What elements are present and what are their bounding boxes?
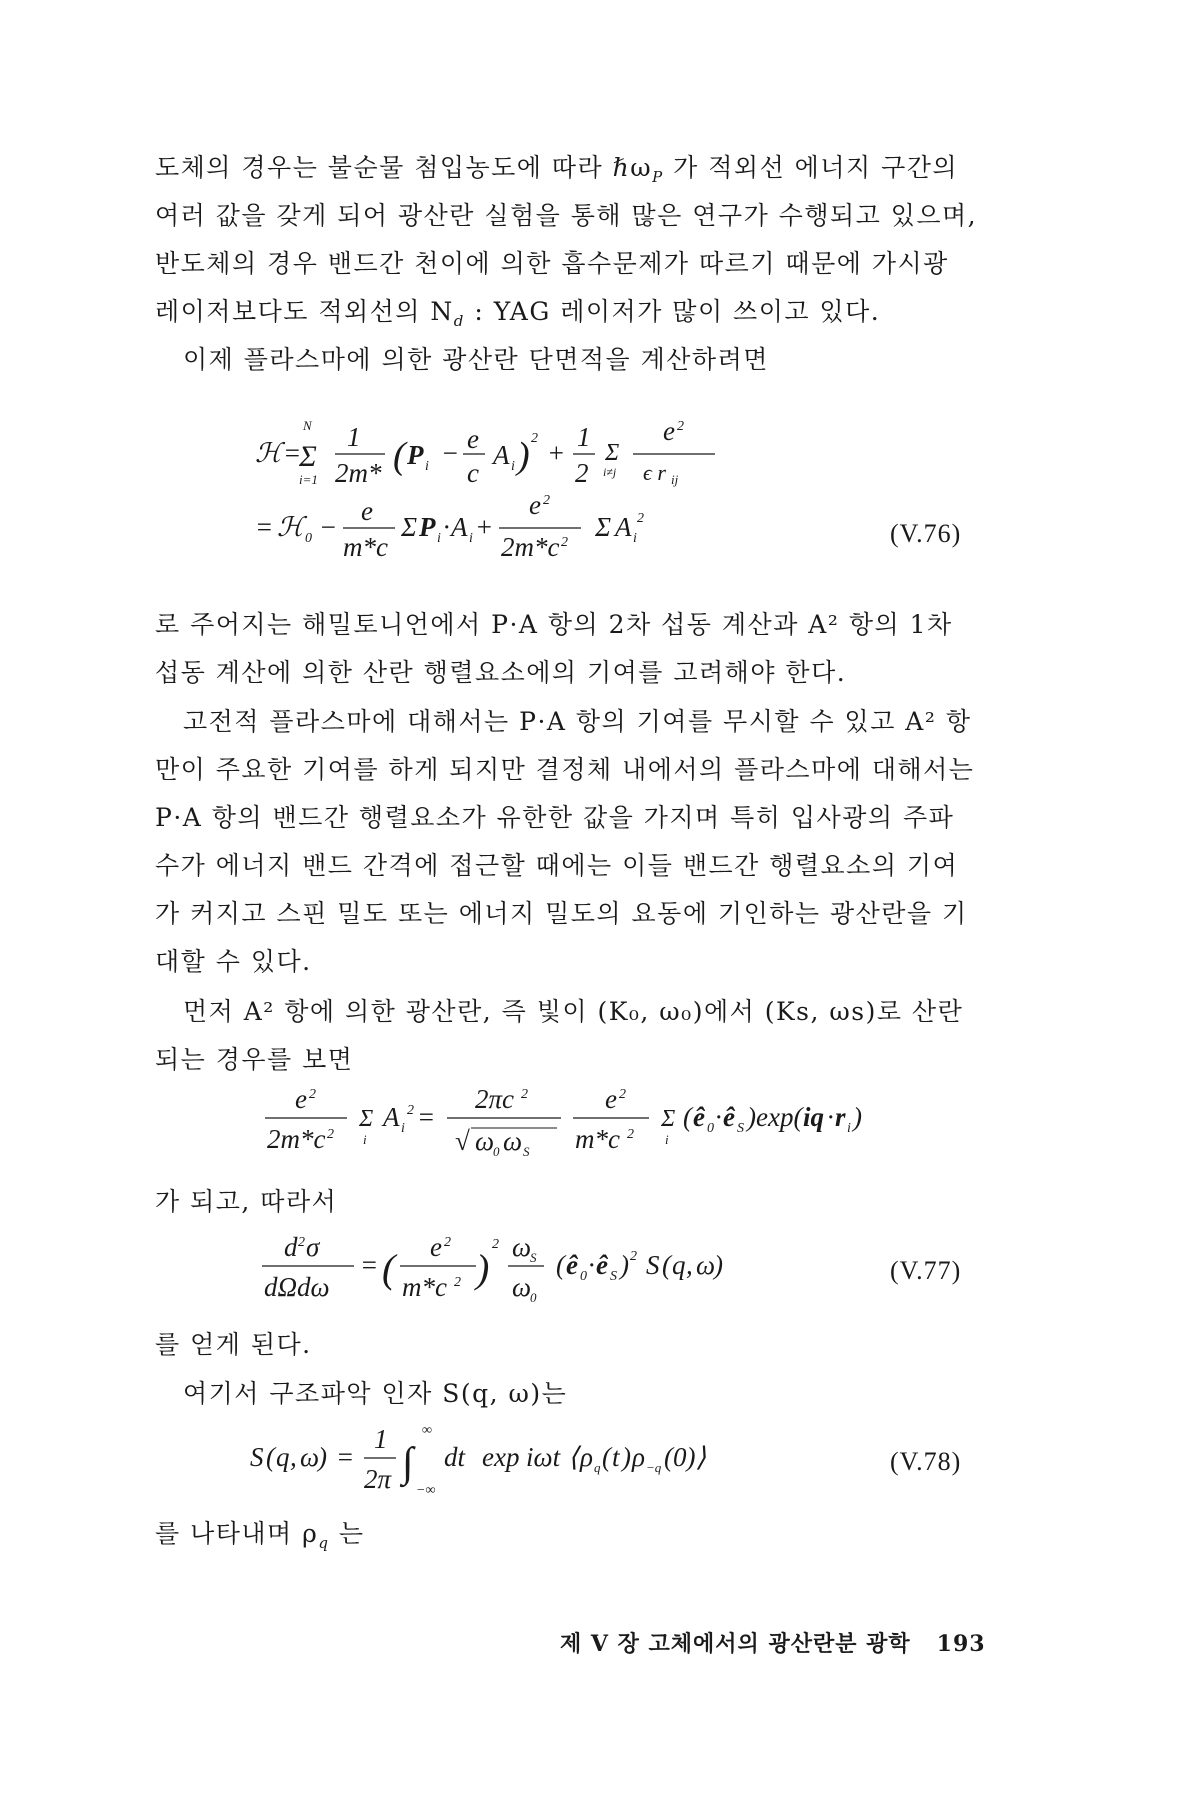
svg-text:Σ: Σ (299, 440, 317, 473)
svg-text:i: i (511, 459, 515, 474)
svg-text:2πc: 2πc (475, 1084, 515, 1114)
svg-text:i: i (847, 1121, 851, 1136)
svg-text:(: ( (266, 1442, 275, 1472)
svg-text:A: A (451, 512, 468, 542)
svg-text:m*c: m*c (343, 532, 388, 562)
svg-text:iωt: iωt (526, 1442, 561, 1472)
svg-text:S: S (610, 1269, 617, 1284)
svg-text:ω: ω (512, 1232, 532, 1262)
svg-text:ê: ê (566, 1250, 578, 1280)
svg-text:2: 2 (637, 511, 644, 526)
svg-text:=: = (417, 1102, 436, 1132)
text-line: 로 주어지는 해밀토니언에서 P·A 항의 2차 섭동 계산과 A² 항의 1차 (155, 610, 953, 639)
svg-text:i: i (363, 1132, 367, 1147)
svg-text:ω: ω (696, 1250, 716, 1280)
svg-text:r: r (835, 1102, 846, 1132)
svg-text:q: q (594, 1460, 601, 1475)
svg-text:A: A (493, 440, 510, 470)
svg-text:2: 2 (531, 431, 538, 446)
svg-text:ϵ r: ϵ r (643, 460, 666, 485)
svg-text:e: e (467, 424, 479, 454)
svg-text:N: N (303, 418, 312, 433)
svg-text:2: 2 (492, 1237, 499, 1252)
svg-text:2: 2 (627, 1127, 634, 1142)
svg-text:(: ( (662, 1250, 671, 1280)
text-line: 만이 주요한 기여를 하게 되지만 결정체 내에서의 플라스마에 대해서는 (155, 755, 975, 784)
text-line: 여러 값을 갖게 되어 광산란 실험을 통해 많은 연구가 수행되고 있으며, (155, 201, 978, 230)
svg-text:·: · (715, 1102, 722, 1132)
page-number: 193 (936, 1631, 986, 1657)
svg-text:Σ: Σ (661, 1106, 676, 1132)
svg-text:S: S (530, 1250, 537, 1265)
svg-text:i: i (437, 531, 441, 546)
svg-text:m*c: m*c (575, 1124, 620, 1154)
svg-text:Σ: Σ (605, 440, 620, 466)
svg-text:2: 2 (677, 419, 684, 434)
svg-text:0: 0 (707, 1121, 714, 1136)
structure-factor-equation (250, 1418, 810, 1505)
text-line: 여기서 구조파악 인자 S(q, ω)는 (183, 1379, 568, 1408)
svg-text:2: 2 (543, 493, 550, 508)
svg-text:2: 2 (444, 1235, 451, 1250)
svg-text:): ) (318, 1442, 327, 1472)
text-line: 가 되고, 따라서 (155, 1187, 338, 1216)
svg-text:(: ( (683, 1102, 692, 1132)
svg-text:S: S (250, 1442, 264, 1472)
text-line: 이제 플라스마에 의한 광산란 단면적을 계산하려면 (183, 345, 769, 374)
svg-text:e: e (663, 416, 675, 446)
svg-text:+: + (475, 512, 494, 542)
svg-text:ê: ê (596, 1250, 608, 1280)
svg-text:2: 2 (619, 1087, 626, 1102)
svg-text:q: q (276, 1442, 290, 1472)
text-line: 고전적 플라스마에 대해서는 P·A 항의 기여를 무시할 수 있고 A² 항 (183, 707, 972, 736)
svg-text:(: ( (393, 435, 406, 477)
svg-text:2m*c: 2m*c (501, 532, 560, 562)
svg-text:=: = (283, 438, 302, 468)
text-line: 레이저보다도 적외선의 $N_d$ : YAG 레이저가 많이 쓰이고 있다. (155, 297, 881, 330)
svg-text:A: A (615, 512, 632, 542)
text-line: 도체의 경우는 불순물 첨입농도에 따라 ℏω$_P$ 가 적외선 에너지 구간의 (155, 153, 959, 186)
svg-text:iq: iq (803, 1102, 825, 1132)
svg-text:(0)⟩: (0)⟩ (664, 1442, 707, 1472)
svg-text:0: 0 (580, 1269, 587, 1284)
svg-text:S: S (737, 1121, 744, 1136)
svg-text:ê: ê (693, 1102, 705, 1132)
svg-text:2: 2 (561, 535, 568, 550)
svg-text:−∞: −∞ (416, 1483, 436, 1498)
svg-text:c: c (467, 458, 479, 488)
text-line: 가 커지고 스핀 밀도 또는 에너지 밀도의 요동에 기인하는 광산란을 기 (155, 899, 968, 928)
svg-text:2: 2 (454, 1275, 461, 1290)
svg-text:e: e (605, 1084, 617, 1114)
svg-text:2π: 2π (364, 1464, 392, 1494)
svg-text:ω: ω (475, 1126, 495, 1156)
svg-text:2m*c: 2m*c (267, 1124, 326, 1154)
svg-text:−: − (441, 438, 460, 468)
equation-number: (V.77) (890, 1256, 962, 1285)
svg-text:ij: ij (671, 472, 679, 487)
svg-text:2: 2 (407, 1103, 414, 1118)
svg-text:0: 0 (305, 531, 312, 546)
svg-text:e: e (430, 1232, 442, 1262)
svg-text:i: i (425, 459, 429, 474)
equation-graphic (255, 410, 855, 560)
svg-text:S: S (646, 1250, 660, 1280)
svg-text:Σ: Σ (359, 1106, 374, 1132)
svg-text:S: S (523, 1144, 530, 1159)
svg-text:): ) (853, 1102, 862, 1132)
svg-text:e: e (295, 1084, 307, 1114)
svg-text:ℋ: ℋ (255, 438, 282, 468)
svg-text:i≠j: i≠j (603, 465, 617, 479)
svg-text:2: 2 (575, 458, 589, 488)
svg-text:1: 1 (374, 1424, 388, 1454)
svg-text:+: + (547, 438, 566, 468)
svg-text:): ) (714, 1250, 723, 1280)
svg-text:Σ: Σ (401, 512, 418, 542)
page-footer (560, 1627, 986, 1658)
svg-text:d: d (284, 1232, 298, 1262)
svg-text:1: 1 (347, 422, 361, 452)
text-line: 반도체의 경우 밴드간 천이에 의한 흡수문제가 따르기 때문에 가시광 (155, 249, 949, 278)
text-line: 대할 수 있다. (155, 947, 312, 976)
svg-text:2: 2 (327, 1127, 334, 1142)
chapter-title: 제 V 장 고체에서의 광산란분 광학 (560, 1631, 911, 1657)
svg-text:(: ( (602, 1442, 611, 1472)
text-line: 먼저 A² 항에 의한 광산란, 즉 빛이 (K₀, ω₀)에서 (Ks, ωs)로 산란 (183, 997, 964, 1026)
svg-text:,: , (290, 1442, 297, 1472)
svg-text:ω: ω (512, 1272, 532, 1302)
svg-text:P: P (419, 512, 436, 542)
text-line: 섭동 계산에 의한 산란 행렬요소에의 기여를 고려해야 한다. (155, 658, 847, 687)
text-line: 수가 에너지 밴드 간격에 접근할 때에는 이들 밴드간 행렬요소의 기여 (155, 851, 959, 880)
svg-text:=: = (255, 512, 274, 542)
a-squared-equation (265, 1080, 905, 1167)
svg-text:): ) (622, 1442, 631, 1472)
svg-text:2: 2 (298, 1235, 305, 1250)
svg-text:∞: ∞ (422, 1423, 432, 1438)
svg-text:dt: dt (444, 1442, 466, 1472)
svg-text:·: · (588, 1250, 595, 1280)
svg-text:ê: ê (723, 1102, 735, 1132)
svg-text:m*c: m*c (402, 1272, 447, 1302)
svg-text:=: = (336, 1442, 355, 1472)
svg-text:2m*: 2m* (335, 458, 382, 488)
svg-text:−q: −q (646, 1460, 662, 1475)
svg-text:): ) (476, 1246, 490, 1291)
svg-text:(: ( (382, 1246, 396, 1291)
svg-text:t: t (612, 1442, 620, 1472)
svg-text:i: i (665, 1132, 669, 1147)
svg-text:∫: ∫ (402, 1440, 414, 1486)
svg-text:σ: σ (306, 1232, 320, 1262)
svg-text:A: A (383, 1102, 400, 1132)
svg-text:ω: ω (300, 1442, 320, 1472)
svg-text:e: e (529, 490, 541, 520)
svg-text:1: 1 (577, 422, 591, 452)
svg-text:2: 2 (521, 1087, 528, 1102)
hamiltonian-equation (255, 410, 855, 567)
svg-text:i: i (469, 531, 473, 546)
svg-text:(: ( (556, 1250, 565, 1280)
svg-text:ω: ω (503, 1126, 523, 1156)
svg-text:dΩdω: dΩdω (264, 1272, 330, 1302)
svg-text:√: √ (455, 1126, 470, 1156)
svg-text:·: · (443, 512, 450, 542)
svg-text:⟨: ⟨ (568, 1442, 579, 1472)
svg-text:ρ: ρ (632, 1442, 645, 1472)
svg-text:ℋ: ℋ (277, 512, 304, 542)
text-line: 되는 경우를 보면 (155, 1045, 354, 1074)
svg-text:·: · (827, 1102, 834, 1132)
svg-text:i=1: i=1 (299, 472, 318, 487)
svg-text:=: = (360, 1250, 379, 1280)
svg-text:i: i (401, 1121, 405, 1136)
text-line: 를 얻게 된다. (155, 1330, 312, 1359)
svg-text:): ) (517, 435, 530, 477)
svg-text:,: , (686, 1250, 693, 1280)
svg-text:2: 2 (630, 1249, 637, 1264)
svg-text:−: − (319, 512, 338, 542)
equation-graphic (265, 1080, 905, 1160)
equation-number: (V.76) (890, 519, 962, 548)
svg-text:exp: exp (482, 1442, 520, 1472)
svg-text:q: q (672, 1250, 686, 1280)
svg-text:i: i (633, 531, 637, 546)
svg-text:ρ: ρ (580, 1442, 593, 1472)
equation-graphic (262, 1228, 782, 1308)
text-line: 를 나타내며 $\rho_q$ 는 (155, 1519, 365, 1552)
cross-section-equation (262, 1228, 782, 1315)
svg-text:)exp(: )exp( (747, 1102, 803, 1132)
svg-text:0: 0 (493, 1144, 500, 1159)
text-line: P·A 항의 밴드간 행렬요소가 유한한 값을 가지며 특히 입사광의 주파 (155, 803, 955, 832)
svg-text:Σ: Σ (595, 512, 612, 542)
svg-text:2: 2 (309, 1087, 316, 1102)
svg-text:P: P (407, 440, 424, 470)
svg-text:e: e (361, 496, 373, 526)
equation-number: (V.78) (890, 1447, 962, 1476)
equation-graphic (250, 1418, 810, 1498)
svg-text:): ) (620, 1250, 629, 1280)
svg-text:0: 0 (530, 1290, 537, 1305)
